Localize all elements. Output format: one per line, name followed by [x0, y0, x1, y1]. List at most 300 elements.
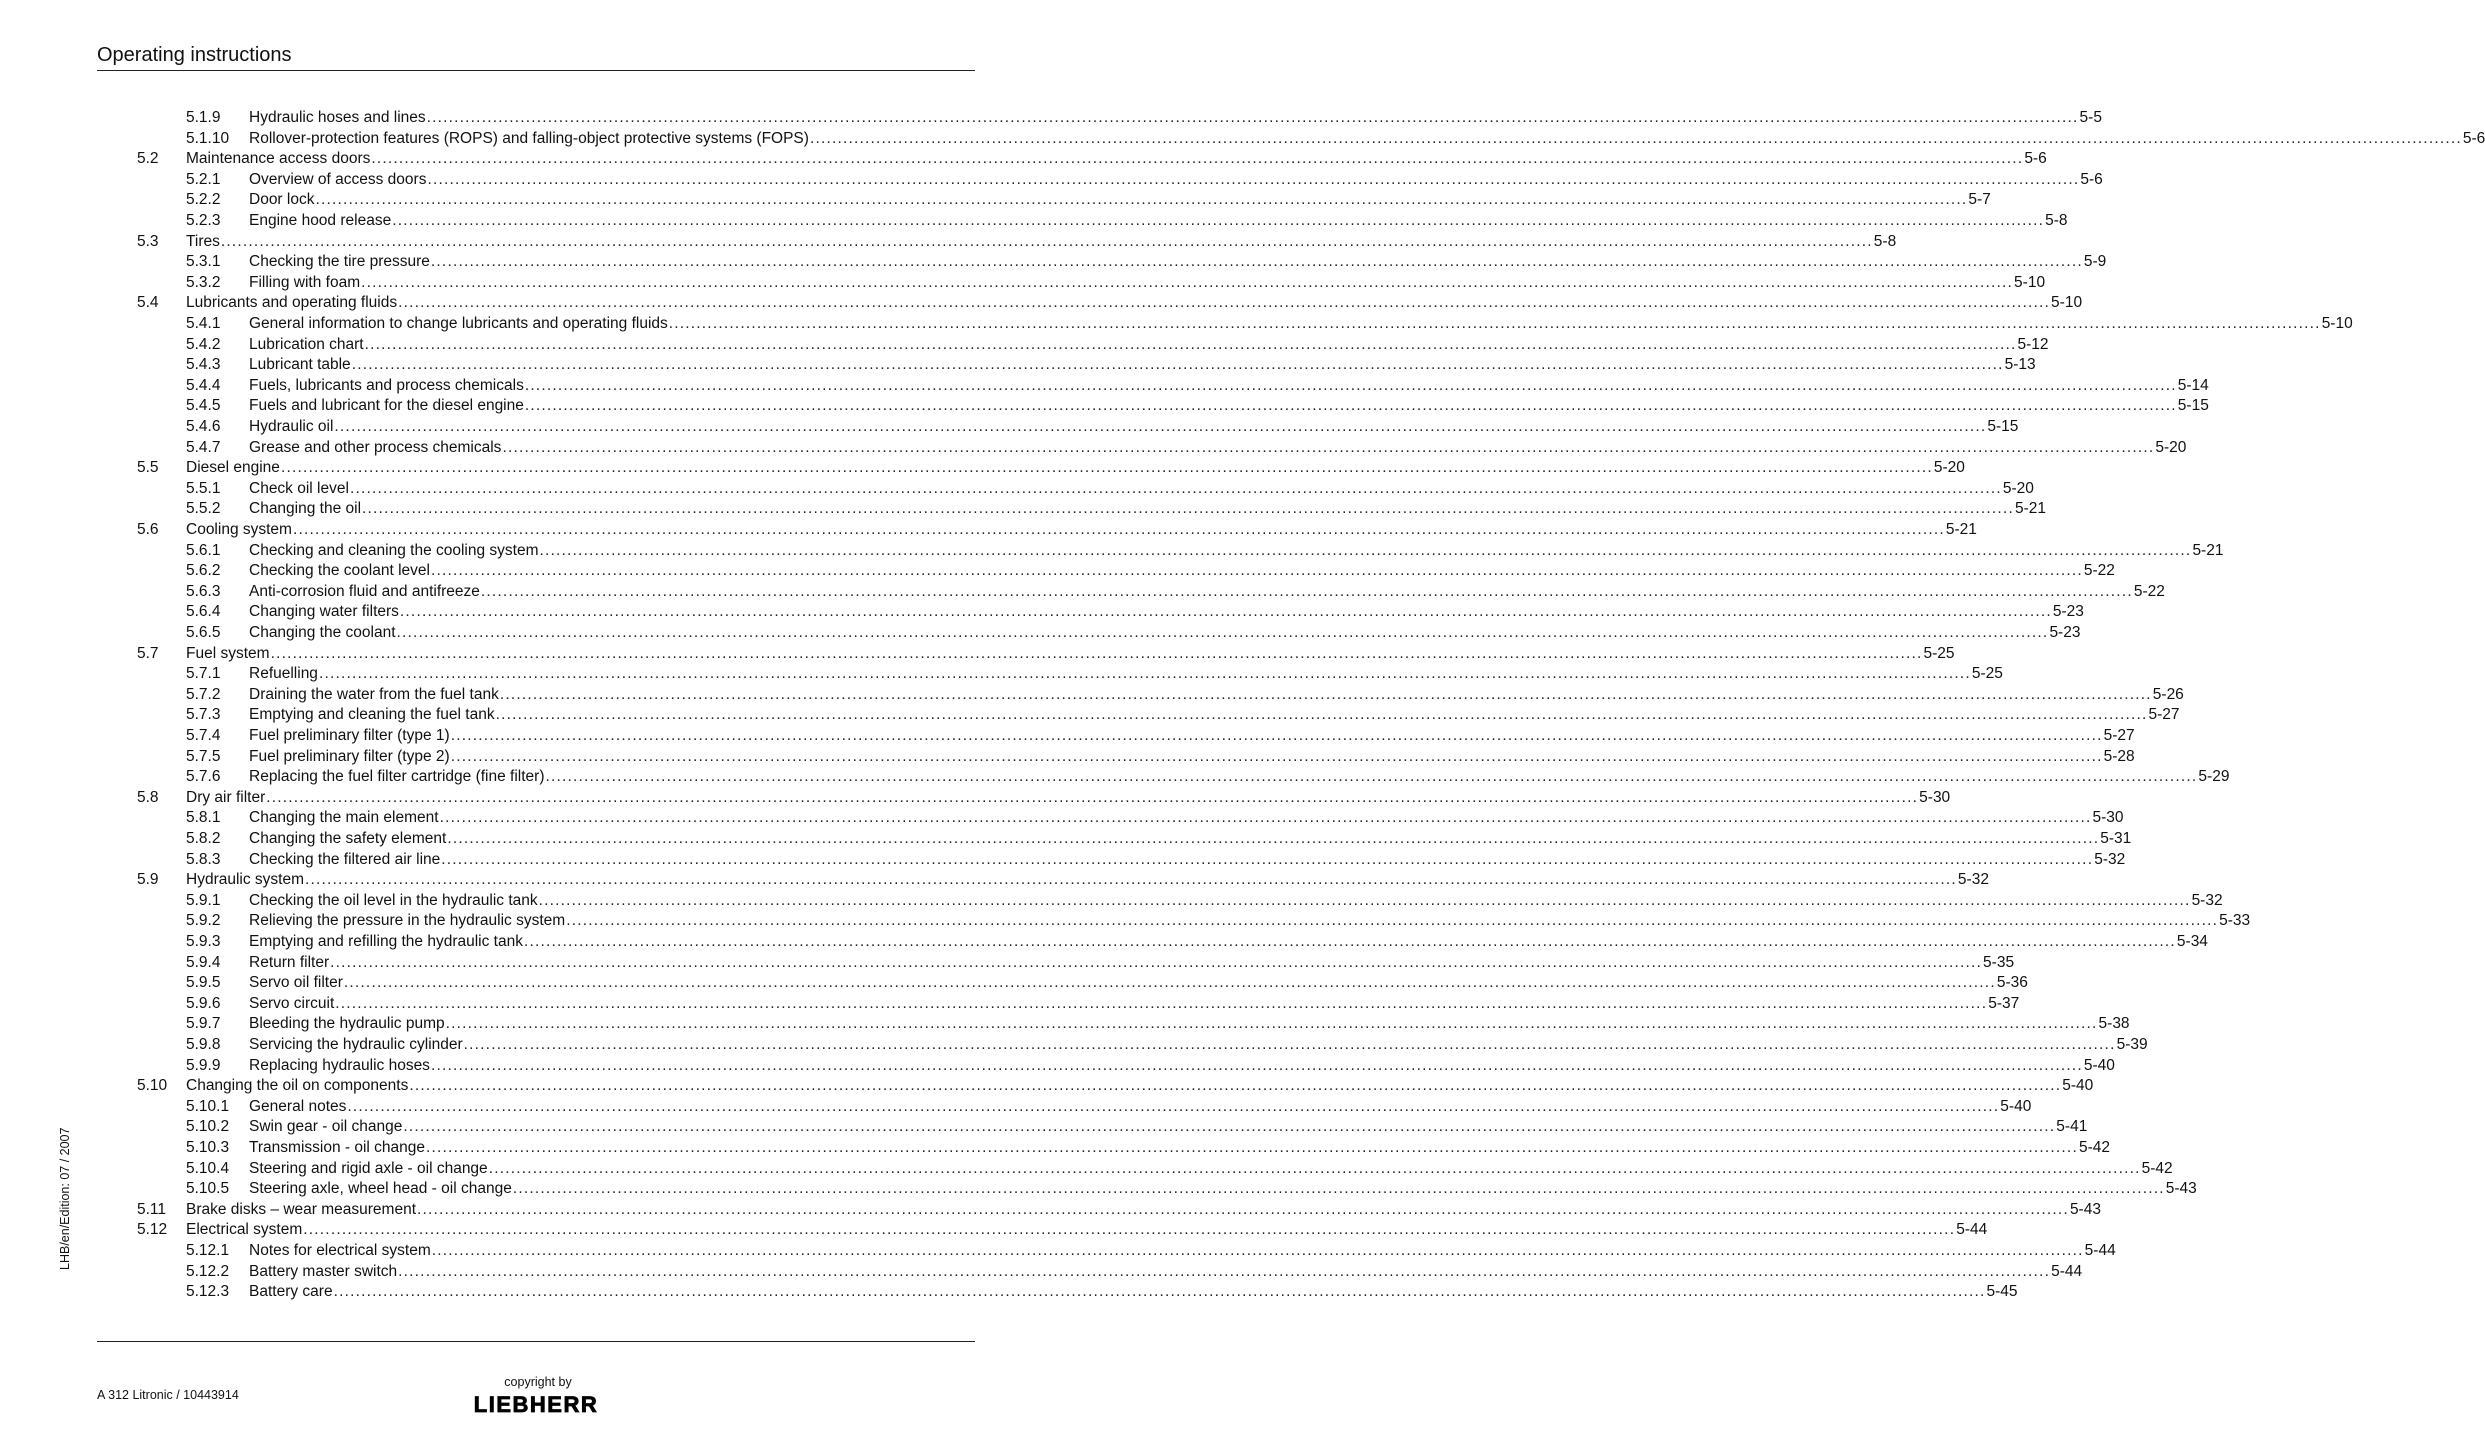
toc-entry [249, 273, 2046, 294]
toc-row [0, 788, 1951, 809]
toc-leader-dots: ............................................................................................................................................................................................................................................................................................................ [266, 788, 1919, 806]
toc-entry [249, 499, 2046, 520]
toc-row [0, 644, 1955, 665]
toc-title: Battery care [249, 1283, 333, 1301]
toc-title: Checking the filtered air line [249, 850, 441, 868]
toc-section-number: 5.3.2 [186, 273, 221, 291]
toc-entry [249, 994, 2020, 1015]
toc-entry [186, 232, 1897, 253]
toc-page-number: 5-32 [1957, 871, 1989, 889]
toc-leader-dots: ............................................................................................................................................................................................................................................................................................................ [538, 891, 2191, 909]
toc-leader-dots: ............................................................................................................................................................................................................................................................................................................ [362, 500, 2014, 518]
toc-row [0, 932, 2208, 953]
toc-entry [249, 211, 2068, 232]
toc-row [0, 1056, 2115, 1077]
toc-row [0, 170, 2103, 191]
toc-section-number: 5.4.4 [186, 376, 221, 394]
toc-title: Changing the main element [249, 809, 439, 827]
toc-page-number: 5-7 [1968, 191, 1991, 209]
toc-section-number: 5.11 [137, 1200, 167, 1218]
toc-row [0, 335, 2049, 356]
toc-section-number: 5.12.2 [186, 1262, 230, 1280]
toc-entry [186, 149, 2047, 170]
toc-row [0, 1179, 2197, 1200]
toc-section-number: 5.10 [137, 1077, 168, 1095]
toc-entry [249, 1262, 2083, 1283]
toc-leader-dots: ............................................................................................................................................................................................................................................................................................................ [398, 294, 2051, 312]
toc-leader-dots: ............................................................................................................................................................................................................................................................................................................ [430, 1056, 2083, 1074]
toc-leader-dots: ............................................................................................................................................................................................................................................................................................................ [280, 459, 1933, 477]
toc-page-number: 5-10 [2014, 273, 2046, 291]
toc-row [0, 499, 2046, 520]
toc-section-number: 5.9.3 [186, 933, 221, 950]
toc-leader-dots: ............................................................................................................................................................................................................................................................................................................ [330, 953, 1983, 971]
toc-leader-dots: ............................................................................................................................................................................................................................................................................................................ [349, 479, 2002, 497]
toc-title: Check oil level [249, 479, 349, 497]
toc-section-number: 5.6.4 [186, 603, 221, 621]
toc-entry [249, 417, 2019, 438]
toc-section-number: 5.10.4 [186, 1159, 230, 1177]
toc-entry [249, 252, 2107, 273]
toc-row [0, 1138, 2110, 1159]
toc-page-number: 5-45 [1986, 1283, 2018, 1301]
toc-page-number: 5-9 [2083, 253, 2107, 271]
toc-leader-dots: ............................................................................................................................................................................................................................................................................................................ [523, 933, 2176, 950]
toc-page-number: 5-38 [2098, 1015, 2130, 1033]
toc-entry [249, 190, 1991, 211]
toc-leader-dots: ............................................................................................................................................................................................................................................................................................................ [403, 1118, 2056, 1136]
toc-page-number: 5-22 [2133, 582, 2165, 600]
toc-title: Changing water filters [249, 603, 399, 621]
toc-page-number: 5-20 [2155, 438, 2187, 456]
toc-title: Lubricants and operating fluids [186, 294, 398, 312]
toc-title: Changing the oil [249, 500, 362, 518]
toc-leader-dots: ............................................................................................................................................................................................................................................................................................................ [495, 706, 2148, 724]
toc-leader-dots: ............................................................................................................................................................................................................................................................................................................ [318, 665, 1971, 683]
toc-row [0, 994, 2020, 1015]
toc-page-number: 5-8 [1873, 232, 1897, 250]
toc-title: Fuels, lubricants and process chemicals [249, 376, 524, 394]
toc-entry [249, 1056, 2115, 1077]
toc-title: General notes [249, 1097, 347, 1115]
header-divider [97, 70, 975, 71]
toc-title: Dry air filter [186, 788, 266, 806]
toc-section-number: 5.7.2 [186, 685, 221, 703]
toc-page-number: 5-37 [1988, 994, 2020, 1012]
toc-row [0, 479, 2034, 500]
toc-entry [249, 1014, 2130, 1035]
toc-section-number: 5.1.9 [186, 109, 221, 126]
toc-title: Hydraulic hoses and lines [249, 109, 426, 126]
toc-page-number: 5-41 [2056, 1118, 2088, 1136]
toc-title: Brake disks – wear measurement [186, 1200, 417, 1218]
toc-page-number: 5-21 [1945, 521, 1977, 538]
toc-entry [249, 829, 2132, 850]
toc-page-number: 5-33 [2219, 912, 2251, 930]
toc-page-number: 5-6 [2080, 170, 2103, 188]
toc-entry [186, 870, 1989, 891]
toc-entry [249, 973, 2028, 994]
toc-section-number: 5.5.2 [186, 500, 221, 518]
toc-page-number: 5-10 [2051, 294, 2083, 312]
document-id: A 312 Litronic / 10443914 [97, 1388, 239, 1402]
toc-title: Tires [186, 232, 220, 250]
toc-row [0, 293, 2083, 314]
toc-page-number: 5-36 [1996, 974, 2028, 992]
toc-page-number: 5-40 [2062, 1077, 2094, 1095]
toc-leader-dots: ............................................................................................................................................................................................................................................................................................................ [409, 1077, 2062, 1095]
toc-row [0, 726, 2135, 747]
toc-section-number: 5.7.5 [186, 747, 221, 765]
toc-title: Relieving the pressure in the hydraulic system [249, 912, 566, 930]
toc-row [0, 808, 2124, 829]
toc-title: Electrical system [186, 1221, 303, 1239]
toc-leader-dots: ............................................................................................................................................................................................................................................................................................................ [303, 1221, 1956, 1239]
toc-title: Maintenance access doors [186, 150, 371, 168]
toc-entry [249, 561, 2115, 582]
toc-row [0, 911, 2251, 932]
toc-leader-dots: ............................................................................................................................................................................................................................................................................................................ [431, 1242, 2084, 1259]
toc-title: Overview of access doors [249, 170, 427, 188]
toc-entry [249, 850, 2126, 871]
toc-leader-dots: ............................................................................................................................................................................................................................................................................................................ [445, 1015, 2098, 1033]
toc-row [0, 953, 2015, 974]
toc-section-number: 5.6.3 [186, 582, 221, 600]
toc-section-number: 5.12 [137, 1221, 168, 1239]
toc-entry [249, 726, 2135, 747]
toc-title: Cooling system [186, 521, 292, 538]
toc-page-number: 5-6 [2024, 150, 2047, 168]
toc-section-number: 5.5 [137, 459, 159, 477]
toc-row [0, 705, 2180, 726]
toc-title: Fuel preliminary filter (type 2) [249, 747, 450, 765]
toc-row [0, 1282, 2018, 1303]
toc-section-number: 5.3.1 [186, 253, 221, 271]
toc-section-number: 5.9.6 [186, 994, 221, 1012]
toc-section-number: 5.7.3 [186, 706, 221, 724]
toc-page-number: 5-6 [2462, 129, 2485, 147]
toc-page-number: 5-21 [2014, 500, 2046, 518]
toc-page-number: 5-23 [2049, 624, 2081, 641]
toc-page-number: 5-44 [1956, 1221, 1988, 1239]
toc-page-number: 5-12 [2017, 335, 2049, 353]
toc-row [0, 541, 2224, 562]
toc-page-number: 5-20 [2002, 479, 2034, 497]
toc-row [0, 273, 2046, 294]
toc-leader-dots: ............................................................................................................................................................................................................................................................................................................ [426, 109, 2079, 126]
toc-leader-dots: ............................................................................................................................................................................................................................................................................................................ [463, 1036, 2116, 1053]
toc-title: Grease and other process chemicals [249, 438, 502, 456]
toc-page-number: 5-30 [2092, 809, 2124, 827]
toc-row [0, 396, 2209, 417]
toc-page-number: 5-29 [2198, 768, 2230, 786]
toc-leader-dots: ............................................................................................................................................................................................................................................................................................................ [396, 624, 2049, 641]
toc-leader-dots: ............................................................................................................................................................................................................................................................................................................ [524, 376, 2177, 394]
toc-row [0, 623, 2081, 644]
toc-row [0, 973, 2028, 994]
toc-section-number: 5.4.2 [186, 335, 221, 353]
toc-row [0, 129, 2485, 150]
toc-page-number: 5-34 [2176, 933, 2208, 950]
toc-title: Notes for electrical system [249, 1242, 431, 1259]
toc-row [0, 520, 1977, 541]
toc-entry [249, 1282, 2018, 1303]
toc-title: Lubrication chart [249, 335, 364, 353]
toc-title: Checking and cleaning the cooling system [249, 541, 539, 559]
toc-row [0, 1241, 2116, 1262]
toc-entry [186, 293, 2083, 314]
toc-page-number: 5-35 [1983, 953, 2015, 971]
toc-entry [249, 335, 2049, 356]
toc-entry [186, 1200, 2101, 1221]
toc-leader-dots: ............................................................................................................................................................................................................................................................................................................ [430, 253, 2083, 271]
toc-entry [249, 582, 2165, 603]
toc-title: Lubricant table [249, 356, 351, 374]
toc-page-number: 5-31 [2100, 830, 2132, 847]
toc-title: Changing the coolant [249, 624, 396, 641]
toc-row [0, 1159, 2173, 1180]
toc-page-number: 5-28 [2103, 747, 2135, 765]
toc-title: Engine hood release [249, 212, 392, 229]
toc-leader-dots: ............................................................................................................................................................................................................................................................................................................ [361, 273, 2014, 291]
toc-section-number: 5.12.1 [186, 1242, 230, 1259]
toc-entry [249, 623, 2081, 644]
toc-row [0, 376, 2209, 397]
toc-leader-dots: ............................................................................................................................................................................................................................................................................................................ [539, 541, 2192, 559]
toc-entry [186, 520, 1977, 541]
toc-row [0, 747, 2135, 768]
toc-entry [249, 747, 2135, 768]
toc-entry [186, 644, 1955, 665]
toc-row [0, 685, 2184, 706]
toc-leader-dots: ............................................................................................................................................................................................................................................................................................................ [450, 727, 2103, 744]
toc-section-number: 5.4.1 [186, 315, 221, 332]
toc-leader-dots: ............................................................................................................................................................................................................................................................................................................ [333, 1283, 1986, 1301]
toc-page-number: 5-44 [2051, 1262, 2083, 1280]
toc-page-number: 5-5 [2079, 109, 2102, 126]
toc-title: Replacing hydraulic hoses [249, 1056, 430, 1074]
toc-title: Servo circuit [249, 994, 335, 1012]
toc-leader-dots: ............................................................................................................................................................................................................................................................................................................ [430, 562, 2083, 580]
toc-leader-dots: ............................................................................................................................................................................................................................................................................................................ [426, 1139, 2078, 1156]
toc-entry [249, 932, 2208, 953]
toc-entry [249, 108, 2102, 129]
toc-page-number: 5-40 [2000, 1097, 2032, 1115]
toc-leader-dots: ............................................................................................................................................................................................................................................................................................................ [315, 191, 1968, 209]
toc-row [0, 664, 2003, 685]
toc-leader-dots: ............................................................................................................................................................................................................................................................................................................ [809, 129, 2462, 147]
toc-section-number: 5.9.9 [186, 1056, 221, 1074]
toc-page-number: 5-30 [1919, 788, 1951, 806]
toc-section-number: 5.10.5 [186, 1180, 230, 1198]
toc-row [0, 891, 2223, 912]
toc-leader-dots: ............................................................................................................................................................................................................................................................................................................ [668, 315, 2321, 332]
toc-title: Swin gear - oil change [249, 1118, 403, 1136]
toc-section-number: 5.8 [137, 788, 159, 806]
toc-page-number: 5-21 [2192, 541, 2224, 559]
toc-page-number: 5-20 [1933, 459, 1965, 477]
toc-title: Transmission - oil change [249, 1139, 426, 1156]
toc-section-number: 5.4.5 [186, 397, 221, 415]
toc-section-number: 5.3 [137, 232, 159, 250]
toc-page-number: 5-8 [2045, 212, 2068, 229]
toc-title: Emptying and refilling the hydraulic tank [249, 933, 523, 950]
toc-title: Filling with foam [249, 273, 361, 291]
toc-leader-dots: ............................................................................................................................................................................................................................................................................................................ [334, 418, 1987, 435]
toc-title: Servicing the hydraulic cylinder [249, 1036, 463, 1053]
toc-title: Checking the oil level in the hydraulic tank [249, 891, 538, 909]
toc-section-number: 5.12.3 [186, 1283, 230, 1301]
toc-entry [186, 1220, 1988, 1241]
toc-page-number: 5-15 [2177, 397, 2209, 415]
toc-row [0, 767, 2230, 788]
toc-page-number: 5-43 [2165, 1180, 2197, 1198]
toc-leader-dots: ............................................................................................................................................................................................................................................................................................................ [545, 768, 2198, 786]
page-title: Operating instructions [97, 44, 292, 66]
toc-row [0, 458, 1965, 479]
toc-page-number: 5-42 [2141, 1159, 2173, 1177]
toc-section-number: 5.2.2 [186, 191, 221, 209]
toc-section-number: 5.8.2 [186, 830, 221, 847]
toc-title: Refuelling [249, 665, 318, 683]
toc-title: Diesel engine [186, 459, 280, 477]
toc-section-number: 5.4.6 [186, 418, 221, 435]
toc-title: Battery master switch [249, 1262, 398, 1280]
toc-title: Anti-corrosion fluid and antifreeze [249, 582, 480, 600]
toc-page-number: 5-32 [2191, 891, 2223, 909]
toc-section-number: 5.9.1 [186, 891, 221, 909]
toc-leader-dots: ............................................................................................................................................................................................................................................................................................................ [566, 912, 2219, 930]
toc-entry [186, 1076, 2094, 1097]
toc-entry [249, 170, 2103, 191]
toc-section-number: 5.6.5 [186, 624, 221, 641]
toc-section-number: 5.7.6 [186, 768, 221, 786]
toc-row [0, 438, 2187, 459]
toc-row [0, 149, 2047, 170]
toc-leader-dots: ............................................................................................................................................................................................................................................................................................................ [270, 644, 1923, 662]
toc-section-number: 5.9 [137, 871, 159, 889]
toc-section-number: 5.2.3 [186, 212, 221, 229]
copyright-label: copyright by [504, 1375, 572, 1389]
toc-page-number: 5-32 [2094, 850, 2126, 868]
toc-title: Checking the coolant level [249, 562, 430, 580]
toc-row [0, 1262, 2083, 1283]
toc-title: Rollover-protection features (ROPS) and falling-object protective systems (FOPS) [249, 129, 809, 147]
toc-entry [249, 1035, 2148, 1056]
toc-entry [249, 1138, 2110, 1159]
toc-section-number: 5.7 [137, 644, 159, 662]
toc-entry [186, 788, 1951, 809]
toc-page-number: 5-40 [2083, 1056, 2115, 1074]
toc-row [0, 190, 1991, 211]
toc-leader-dots: ............................................................................................................................................................................................................................................................................................................ [343, 974, 1996, 992]
toc-leader-dots: ............................................................................................................................................................................................................................................................................................................ [502, 438, 2155, 456]
toc-leader-dots: ............................................................................................................................................................................................................................................................................................................ [488, 1159, 2141, 1177]
toc-title: Replacing the fuel filter cartridge (fine filter) [249, 768, 545, 786]
toc-leader-dots: ............................................................................................................................................................................................................................................................................................................ [450, 747, 2103, 765]
toc-page-number: 5-42 [2078, 1139, 2110, 1156]
toc-section-number: 5.9.8 [186, 1036, 221, 1053]
toc-leader-dots: ............................................................................................................................................................................................................................................................................................................ [447, 830, 2100, 847]
toc-page-number: 5-25 [1923, 644, 1955, 662]
toc-entry [249, 685, 2184, 706]
toc-leader-dots: ............................................................................................................................................................................................................................................................................................................ [398, 1262, 2051, 1280]
toc-leader-dots: ............................................................................................................................................................................................................................................................................................................ [524, 397, 2177, 415]
toc-leader-dots: ............................................................................................................................................................................................................................................................................................................ [335, 994, 1988, 1012]
toc-page-number: 5-43 [2069, 1200, 2101, 1218]
toc-row [0, 1200, 2101, 1221]
toc-entry [249, 808, 2124, 829]
toc-row [0, 232, 1897, 253]
toc-page-number: 5-14 [2177, 376, 2209, 394]
toc-page-number: 5-13 [2004, 356, 2036, 374]
toc-entry [249, 911, 2251, 932]
toc-entry [249, 396, 2209, 417]
toc-row [0, 417, 2019, 438]
toc-entry [249, 129, 2485, 150]
toc-section-number: 5.4.3 [186, 356, 221, 374]
toc-section-number: 5.2.1 [186, 170, 221, 188]
toc-leader-dots: ............................................................................................................................................................................................................................................................................................................ [480, 582, 2133, 600]
toc-section-number: 5.10.2 [186, 1118, 230, 1136]
toc-leader-dots: ............................................................................................................................................................................................................................................................................................................ [417, 1200, 2069, 1218]
toc-page-number: 5-26 [2152, 685, 2184, 703]
toc-row [0, 1076, 2094, 1097]
toc-title: Return filter [249, 953, 330, 971]
toc-entry [249, 664, 2003, 685]
toc-leader-dots: ............................................................................................................................................................................................................................................................................................................ [364, 335, 2017, 353]
toc-leader-dots: ............................................................................................................................................................................................................................................................................................................ [305, 871, 1957, 889]
toc-row [0, 314, 2353, 335]
toc-entry [249, 1179, 2197, 1200]
toc-title: Changing the safety element [249, 830, 447, 847]
toc-title: Servo oil filter [249, 974, 343, 992]
toc-leader-dots: ............................................................................................................................................................................................................................................................................................................ [351, 356, 2004, 374]
toc-row [0, 561, 2115, 582]
toc-section-number: 5.4.7 [186, 438, 221, 456]
toc-title: Changing the oil on components [186, 1077, 409, 1095]
toc-section-number: 5.9.2 [186, 912, 221, 930]
toc-title: Hydraulic oil [249, 418, 334, 435]
toc-row [0, 870, 1989, 891]
toc-title: Checking the tire pressure [249, 253, 430, 271]
toc-leader-dots: ............................................................................................................................................................................................................................................................................................................ [371, 150, 2024, 168]
toc-row [0, 602, 2084, 623]
toc-section-number: 5.5.1 [186, 479, 221, 497]
toc-section-number: 5.8.1 [186, 809, 221, 827]
toc-title: Draining the water from the fuel tank [249, 685, 499, 703]
toc-title: Fuel system [186, 644, 270, 662]
toc-leader-dots: ............................................................................................................................................................................................................................................................................................................ [347, 1097, 2000, 1115]
toc-entry [249, 376, 2209, 397]
toc-section-number: 5.2 [137, 150, 159, 168]
toc-title: Fuels and lubricant for the diesel engine [249, 397, 524, 415]
toc-leader-dots: ............................................................................................................................................................................................................................................................................................................ [427, 170, 2080, 188]
toc-title: Steering and rigid axle - oil change [249, 1159, 488, 1177]
liebherr-logo [456, 1392, 616, 1416]
toc-section-number: 5.6.2 [186, 562, 221, 580]
toc-entry [249, 314, 2353, 335]
toc-leader-dots: ............................................................................................................................................................................................................................................................................................................ [439, 809, 2092, 827]
toc-row [0, 252, 2107, 273]
toc-section-number: 5.7.4 [186, 727, 221, 744]
toc-entry [249, 355, 2036, 376]
toc-title: Bleeding the hydraulic pump [249, 1015, 445, 1033]
toc-entry [249, 953, 2015, 974]
toc-title: Emptying and cleaning the fuel tank [249, 706, 495, 724]
toc-page-number: 5-23 [2052, 603, 2084, 621]
toc-leader-dots: ............................................................................................................................................................................................................................................................................................................ [292, 521, 1945, 538]
